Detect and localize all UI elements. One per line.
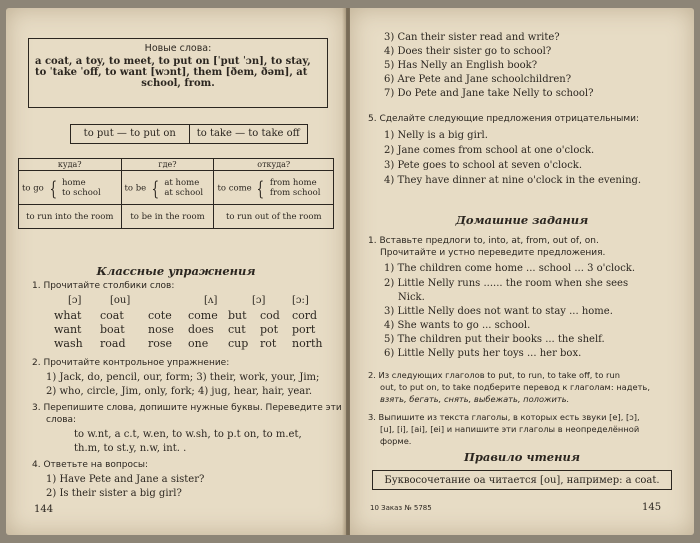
- homework-1-line: 1) The children come home ... school ... 3 o'clock.: [384, 263, 636, 274]
- table-cell: to go { home to school: [19, 171, 122, 205]
- phrasal-put: to put — to put on: [71, 125, 190, 143]
- exercise-3-title-cont: слова:: [46, 415, 77, 425]
- left-page: [6, 8, 346, 535]
- homework-3-line: 3. Выпишите из текста глаголы, в которых есть звуки [e], [ɔ],: [368, 412, 640, 422]
- new-words-title: Новые слова:: [144, 43, 212, 54]
- question-line: 4) Does their sister go to school?: [384, 46, 552, 57]
- homework-title: Домашние задания: [455, 213, 589, 227]
- table-cell: to run out of the room: [214, 205, 334, 229]
- exercise-2-line: 1) Jack, do, pencil, our, form; 3) their, work, your, Jim;: [46, 372, 320, 383]
- exercise-4-line: 1) Have Pete and Jane a sister?: [46, 474, 205, 485]
- homework-2-line: взять, бегать, снять, выбежать, положить.: [380, 394, 570, 404]
- reading-rule-title: Правило чтения: [464, 450, 580, 464]
- table-cell: to come { from home from school: [214, 171, 334, 205]
- exercise-2-title: 2. Прочитайте контрольное упражнение:: [32, 358, 230, 368]
- new-words-box: [28, 38, 328, 108]
- table-header: где?: [121, 159, 214, 171]
- section-title: Классные упражнения: [96, 264, 256, 278]
- exercise-3-line: th.m, to st.y, n.w, int. .: [74, 443, 187, 454]
- homework-1-title-cont: Прочитайте и устно переведите предложения.: [380, 248, 606, 258]
- table-header: откуда?: [214, 159, 334, 171]
- exercise-4-line: 2) Is their sister a big girl?: [46, 488, 182, 499]
- homework-1-line: 6) Little Nelly puts her toys ... her box.: [384, 348, 582, 359]
- exercise-5-line: 4) They have dinner at nine o'clock in the evening.: [384, 175, 642, 186]
- exercise-2-line: 2) who, circle, Jim, only, fork; 4) jug, hear, hair, year.: [46, 386, 313, 397]
- printer-mark: 10 Заказ № 5785: [370, 504, 432, 512]
- question-line: 7) Do Pete and Jane take Nelly to school?: [384, 88, 594, 99]
- exercise-4-title: 4. Ответьте на вопросы:: [32, 460, 149, 470]
- direction-table: [18, 158, 334, 229]
- homework-2-line: out, to put on, to take подберите перевод к глаголам: надеть,: [380, 382, 650, 392]
- table-cell: to be { at home at school: [121, 171, 214, 205]
- homework-1-line: 4) She wants to go ... school.: [384, 320, 531, 331]
- exercise-5-line: 1) Nelly is a big girl.: [384, 130, 488, 141]
- question-line: 3) Can their sister read and write?: [384, 32, 560, 43]
- homework-2-line: 2. Из следующих глаголов to put, to run, to take off, to run: [368, 370, 620, 380]
- exercise-1-title: 1. Прочитайте столбики слов:: [32, 281, 175, 291]
- table-cell: to be in the room: [121, 205, 214, 229]
- homework-1-line: Nick.: [398, 292, 425, 303]
- exercise-1-grid: what coat cote come but cod cord want boat nose does cut pot port wash road rose one cup rot north: [54, 309, 323, 350]
- homework-3-line: [u], [i], [ai], [ei] и напишите эти глаголы в неопределённой: [380, 424, 640, 434]
- phrasal-verbs-box: [70, 124, 308, 144]
- exercise-1-headers: [ɔ] [ou] [ʌ] [ɔ] [ɔ:]: [68, 295, 309, 306]
- homework-1-title: 1. Вставьте предлоги to, into, at, from, out of, on.: [368, 236, 599, 246]
- page-number-left: 144: [34, 504, 54, 515]
- question-line: 6) Are Pete and Jane schoolchildren?: [384, 74, 572, 85]
- homework-1-line: 2) Little Nelly runs ...... the room when she sees: [384, 278, 629, 289]
- right-page: [350, 8, 694, 535]
- exercise-5-line: 2) Jane comes from school at one o'clock.: [384, 145, 595, 156]
- reading-rule-box: Буквосочетание оа читается [ou], например: a coat.: [372, 470, 672, 490]
- exercise-3-line: to w.nt, a c.t, w.en, to w.sh, to p.t on, to m.et,: [74, 429, 302, 440]
- exercise-5-title: 5. Сделайте следующие предложения отрицательными:: [368, 114, 640, 124]
- exercise-5-line: 3) Pete goes to school at seven o'clock.: [384, 160, 583, 171]
- homework-1-line: 3) Little Nelly does not want to stay ... home.: [384, 306, 613, 317]
- exercise-3-title: 3. Перепишите слова, допишите нужные буквы. Переведите эти: [32, 403, 342, 413]
- phrasal-take: to take — to take off: [196, 128, 300, 139]
- new-words-line: a coat, a toy, to meet, to put on [ˈput ˈɔn], to stay,: [35, 56, 311, 67]
- homework-1-line: 5) The children put their books ... the shelf.: [384, 334, 605, 345]
- table-cell: to run into the room: [19, 205, 122, 229]
- new-words-line: to ˈtake ˈoff, to want [wɔnt], them [ðem, ðəm], at: [35, 67, 308, 78]
- page-number-right: 145: [642, 502, 662, 513]
- question-line: 5) Has Nelly an English book?: [384, 60, 538, 71]
- homework-3-line: форме.: [380, 436, 412, 446]
- table-header: куда?: [19, 159, 122, 171]
- new-words-line: school, from.: [141, 78, 215, 89]
